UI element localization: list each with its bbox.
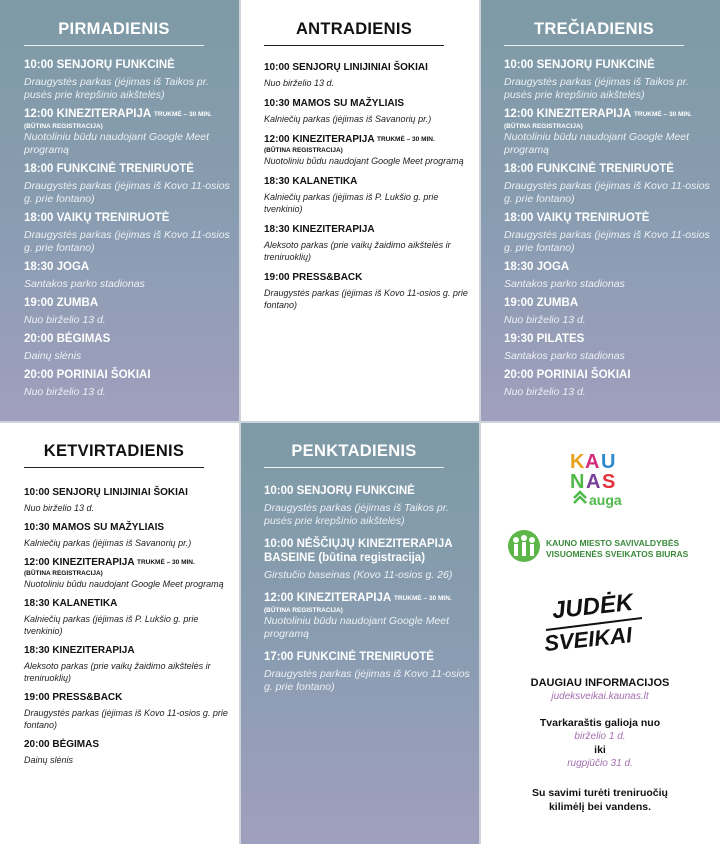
event-title-text: 20:00 BĖGIMAS xyxy=(24,739,100,750)
schedule-event xyxy=(24,332,234,363)
event-title xyxy=(264,591,474,606)
event-location: Girstučio baseinas (Kovo 11-osios g. 26) xyxy=(264,569,453,581)
event-location: Kalniečių parkas (įėjimas iš Savanorių pr.) xyxy=(24,538,192,548)
more-info-block xyxy=(490,676,710,703)
event-registration-note: (BŪTINA REGISTRACIJA) xyxy=(24,570,103,577)
event-location: Draugystės parkas (įėjimas iš Kovo 11-osios g. prie fontano) xyxy=(24,229,230,254)
svg-text:U: U xyxy=(601,451,616,473)
event-title-text: 12:00 KINEZITERAPIJA xyxy=(24,108,151,120)
event-list xyxy=(504,58,714,404)
svb-line-1: KAUNO MIESTO SAVIVALDYBĖS xyxy=(546,538,680,548)
schedule-event xyxy=(264,61,474,89)
bring-note-line-2: kilimėlį bei vandens. xyxy=(548,801,652,813)
day-title: TREČIADIENIS xyxy=(504,20,684,46)
schedule-event xyxy=(24,107,234,157)
event-list xyxy=(264,61,474,319)
event-title-text: 10:00 SENJORŲ FUNKCINĖ xyxy=(24,59,175,71)
event-title-text: 18:30 JOGA xyxy=(504,261,570,273)
until-label: iki xyxy=(594,744,606,756)
day-panel-tuesday xyxy=(240,0,480,422)
schedule-event xyxy=(504,332,714,363)
event-location: Santakos parko stadionas xyxy=(504,278,625,290)
schedule-event xyxy=(24,644,234,684)
event-title xyxy=(264,650,474,664)
event-title-text: 10:00 SENJORŲ FUNKCINĖ xyxy=(504,59,655,71)
event-location: Aleksoto parkas (prie vaikų žaidimo aikštelės ir treniruoklių) xyxy=(24,661,211,683)
schedule-event xyxy=(24,260,234,291)
schedule-event xyxy=(504,296,714,327)
event-title xyxy=(24,368,234,382)
judek-sveikai-logo xyxy=(534,578,654,658)
event-registration-note: (BŪTINA REGISTRACIJA) xyxy=(24,123,103,130)
event-title xyxy=(24,211,234,225)
schedule-event xyxy=(504,368,714,399)
website-link[interactable]: judeksveikai.kaunas.lt xyxy=(551,691,649,702)
event-title-text: 20:00 PORINIAI ŠOKIAI xyxy=(24,369,151,381)
event-location: Nuo birželio 13 d. xyxy=(24,503,95,513)
event-registration-note: (BŪTINA REGISTRACIJA) xyxy=(264,147,343,154)
event-duration: TRUKMĖ – 30 MIN. xyxy=(377,136,435,143)
event-title xyxy=(24,296,234,310)
svg-text:K: K xyxy=(570,451,585,473)
event-location: Nuo birželio 13 d. xyxy=(504,386,586,398)
schedule-event xyxy=(504,162,714,206)
event-location: Nuotoliniu būdu naudojant Google Meet programą xyxy=(264,156,464,166)
event-title-text: 18:30 KALANETIKA xyxy=(24,598,118,609)
event-title-text: 18:00 VAIKŲ TRENIRUOTĖ xyxy=(504,212,650,224)
event-title-text: 17:00 FUNKCINĖ TRENIRUOTĖ xyxy=(264,651,434,663)
event-title-text: 10:30 MAMOS SU MAŽYLIAIS xyxy=(24,522,165,533)
event-list xyxy=(24,58,234,404)
event-title-text: 12:00 KINEZITERAPIJA xyxy=(264,592,391,604)
schedule-event xyxy=(24,486,234,514)
event-title-text: 18:00 FUNKCINĖ TRENIRUOTĖ xyxy=(504,163,674,175)
svb-logo-text xyxy=(546,538,688,560)
event-title-text: 18:30 JOGA xyxy=(24,261,90,273)
event-duration: TRUKMĖ – 30 MIN. xyxy=(633,111,692,118)
event-location: Nuo birželio 13 d. xyxy=(504,314,586,326)
day-title: ANTRADIENIS xyxy=(264,20,444,46)
event-title xyxy=(24,738,234,751)
event-title xyxy=(264,537,474,565)
event-title xyxy=(504,58,714,72)
day-title: PIRMADIENIS xyxy=(24,20,204,46)
event-title xyxy=(504,162,714,176)
event-title-text: 20:00 PORINIAI ŠOKIAI xyxy=(504,369,631,381)
schedule-event xyxy=(264,537,474,582)
event-location: Nuo birželio 13 d. xyxy=(264,78,335,88)
schedule-event xyxy=(264,271,474,311)
event-title xyxy=(24,521,234,534)
schedule-event xyxy=(24,597,234,637)
event-title xyxy=(24,556,234,569)
event-title xyxy=(504,107,714,122)
event-title-text: 12:00 KINEZITERAPIJA xyxy=(24,557,135,568)
event-title-text: 18:00 VAIKŲ TRENIRUOTĖ xyxy=(24,212,170,224)
event-title-text: 19:00 ZUMBA xyxy=(24,297,99,309)
bring-note-line-1: Su savimi turėti treniruočių xyxy=(532,787,668,799)
day-panel-wednesday xyxy=(480,0,720,422)
schedule-event xyxy=(504,260,714,291)
day-title: KETVIRTADIENIS xyxy=(24,442,204,468)
event-location: Santakos parko stadionas xyxy=(24,278,145,290)
schedule-event xyxy=(24,368,234,399)
day-title: PENKTADIENIS xyxy=(264,442,444,468)
event-title xyxy=(264,175,474,188)
logo-auga-text: auga xyxy=(589,492,622,508)
event-title-text: 19:00 PRESS&BACK xyxy=(24,692,123,703)
event-title xyxy=(24,260,234,274)
event-location: Draugystės parkas (įėjimas iš Taikos pr. pusės prie krepšinio aikštelės) xyxy=(504,76,689,101)
event-title xyxy=(504,368,714,382)
event-location: Nuotoliniu būdu naudojant Google Meet programą xyxy=(264,615,450,640)
event-title xyxy=(264,484,474,498)
schedule-event xyxy=(24,556,234,590)
bring-note-block xyxy=(490,786,710,814)
event-registration-note: (BŪTINA REGISTRACIJA) xyxy=(504,123,583,130)
event-title-text: 10:00 SENJORŲ LINIJINIAI ŠOKIAI xyxy=(24,487,188,498)
valid-from-date: birželio 1 d. xyxy=(574,731,626,742)
event-title xyxy=(264,271,474,284)
event-title xyxy=(264,61,474,74)
schedule-event xyxy=(24,58,234,102)
svb-line-2: VISUOMENĖS SVEIKATOS BIURAS xyxy=(546,549,689,559)
event-title xyxy=(24,58,234,72)
event-duration: TRUKMĖ – 30 MIN. xyxy=(153,111,212,118)
event-title xyxy=(504,260,714,274)
event-title xyxy=(504,332,714,346)
event-title-text: 10:00 SENJORŲ LINIJINIAI ŠOKIAI xyxy=(264,62,428,73)
event-location: Nuotoliniu būdu naudojant Google Meet programą xyxy=(24,131,210,156)
event-title-text: 12:00 KINEZITERAPIJA xyxy=(264,134,375,145)
event-title xyxy=(24,597,234,610)
sveikai-text: SVEIKAI xyxy=(543,622,634,657)
event-location: Kalniečių parkas (įėjimas iš Savanorių pr.) xyxy=(264,114,432,124)
event-title-text: 19:30 PILATES xyxy=(504,333,585,345)
event-location: Nuotoliniu būdu naudojant Google Meet programą xyxy=(504,131,690,156)
event-title xyxy=(24,332,234,346)
schedule-event xyxy=(264,650,474,694)
event-title-text: 12:00 KINEZITERAPIJA xyxy=(504,108,631,120)
day-panel-thursday xyxy=(0,422,240,844)
more-info-heading: DAUGIAU INFORMACIJOS xyxy=(530,677,670,689)
schedule-event xyxy=(24,211,234,255)
svg-text:N: N xyxy=(570,471,585,493)
event-location: Dainų slėnis xyxy=(24,350,82,362)
event-location: Kalniečių parkas (įėjimas iš P. Lukšio g. prie tvenkinio) xyxy=(264,192,439,214)
schedule-event xyxy=(264,97,474,125)
event-location: Draugystės parkas (įėjimas iš Kovo 11-osios g. prie fontano) xyxy=(504,180,710,205)
event-location: Draugystės parkas (įėjimas iš Kovo 11-osios g. prie fontano) xyxy=(24,708,228,730)
event-location: Draugystės parkas (įėjimas iš Taikos pr. pusės prie krepšinio aikštelės) xyxy=(264,502,449,527)
schedule-event xyxy=(264,484,474,528)
event-title xyxy=(24,644,234,657)
event-title-text: 18:30 KINEZITERAPIJA xyxy=(264,224,375,235)
event-title-text: 18:30 KALANETIKA xyxy=(264,176,358,187)
event-location: Draugystės parkas (įėjimas iš Kovo 11-osios g. prie fontano) xyxy=(504,229,710,254)
event-title-text: 10:00 SENJORŲ FUNKCINĖ xyxy=(264,485,415,497)
event-location: Draugystės parkas (įėjimas iš Taikos pr. pusės prie krepšinio aikštelės) xyxy=(24,76,209,101)
schedule-event xyxy=(264,591,474,641)
event-location: Nuo birželio 13 d. xyxy=(24,314,106,326)
schedule-event xyxy=(264,223,474,263)
event-title xyxy=(24,691,234,704)
svg-text:A: A xyxy=(586,471,601,493)
day-panel-friday xyxy=(240,422,480,844)
event-location: Draugystės parkas (įėjimas iš Kovo 11-osios g. prie fontano) xyxy=(264,288,468,310)
kaunas-auga-logo xyxy=(568,446,634,512)
event-title-text: 10:00 NĖŠČIŲJŲ KINEZITERAPIJA BASEINE (būtina registracija) xyxy=(264,538,453,564)
schedule-event xyxy=(24,691,234,731)
divider xyxy=(0,421,720,423)
schedule-event xyxy=(24,521,234,549)
event-location: Dainų slėnis xyxy=(24,755,74,765)
event-title-text: 10:30 MAMOS SU MAŽYLIAIS xyxy=(264,98,405,109)
schedule-event xyxy=(264,175,474,215)
event-title-text: 19:00 PRESS&BACK xyxy=(264,272,363,283)
event-location: Draugystės parkas (įėjimas iš Kovo 11-osios g. prie fontano) xyxy=(24,180,230,205)
event-title xyxy=(24,162,234,176)
event-location: Draugystės parkas (įėjimas iš Kovo 11-osios g. prie fontano) xyxy=(264,668,470,693)
day-panel-monday xyxy=(0,0,240,422)
event-list xyxy=(264,484,474,703)
event-title xyxy=(504,211,714,225)
schedule-event xyxy=(264,133,474,167)
schedule-event xyxy=(504,58,714,102)
judek-text: JUDĖK xyxy=(550,588,635,625)
valid-from-label: Tvarkaraštis galioja nuo xyxy=(539,717,661,729)
schedule-event xyxy=(24,738,234,766)
event-title-text: 18:30 KINEZITERAPIJA xyxy=(24,645,135,656)
svg-text:S: S xyxy=(602,471,616,493)
event-location: Nuotoliniu būdu naudojant Google Meet programą xyxy=(24,579,224,589)
event-title-text: 19:00 ZUMBA xyxy=(504,297,579,309)
event-location: Santakos parko stadionas xyxy=(504,350,625,362)
schedule-event xyxy=(504,107,714,157)
event-title xyxy=(24,486,234,499)
event-title xyxy=(264,133,474,146)
event-title xyxy=(264,97,474,110)
event-title xyxy=(504,296,714,310)
event-list xyxy=(24,486,234,773)
event-location: Aleksoto parkas (prie vaikų žaidimo aikštelės ir treniruoklių) xyxy=(264,240,451,262)
event-duration: TRUKMĖ – 30 MIN. xyxy=(137,559,195,566)
event-duration: TRUKMĖ – 30 MIN. xyxy=(393,595,452,602)
valid-until-date: rugpjūčio 31 d. xyxy=(567,758,633,769)
event-title-text: 20:00 BĖGIMAS xyxy=(24,333,111,345)
event-title-text: 18:00 FUNKCINĖ TRENIRUOTĖ xyxy=(24,163,194,175)
event-title xyxy=(264,223,474,236)
event-title xyxy=(24,107,234,122)
schedule-event xyxy=(24,162,234,206)
validity-block xyxy=(490,716,710,770)
event-location: Nuo birželio 13 d. xyxy=(24,386,106,398)
svg-text:A: A xyxy=(585,451,600,473)
event-location: Kalniečių parkas (įėjimas iš P. Lukšio g. prie tvenkinio) xyxy=(24,614,199,636)
schedule-event xyxy=(24,296,234,327)
event-registration-note: (BŪTINA REGISTRACIJA) xyxy=(264,607,343,614)
schedule-event xyxy=(504,211,714,255)
